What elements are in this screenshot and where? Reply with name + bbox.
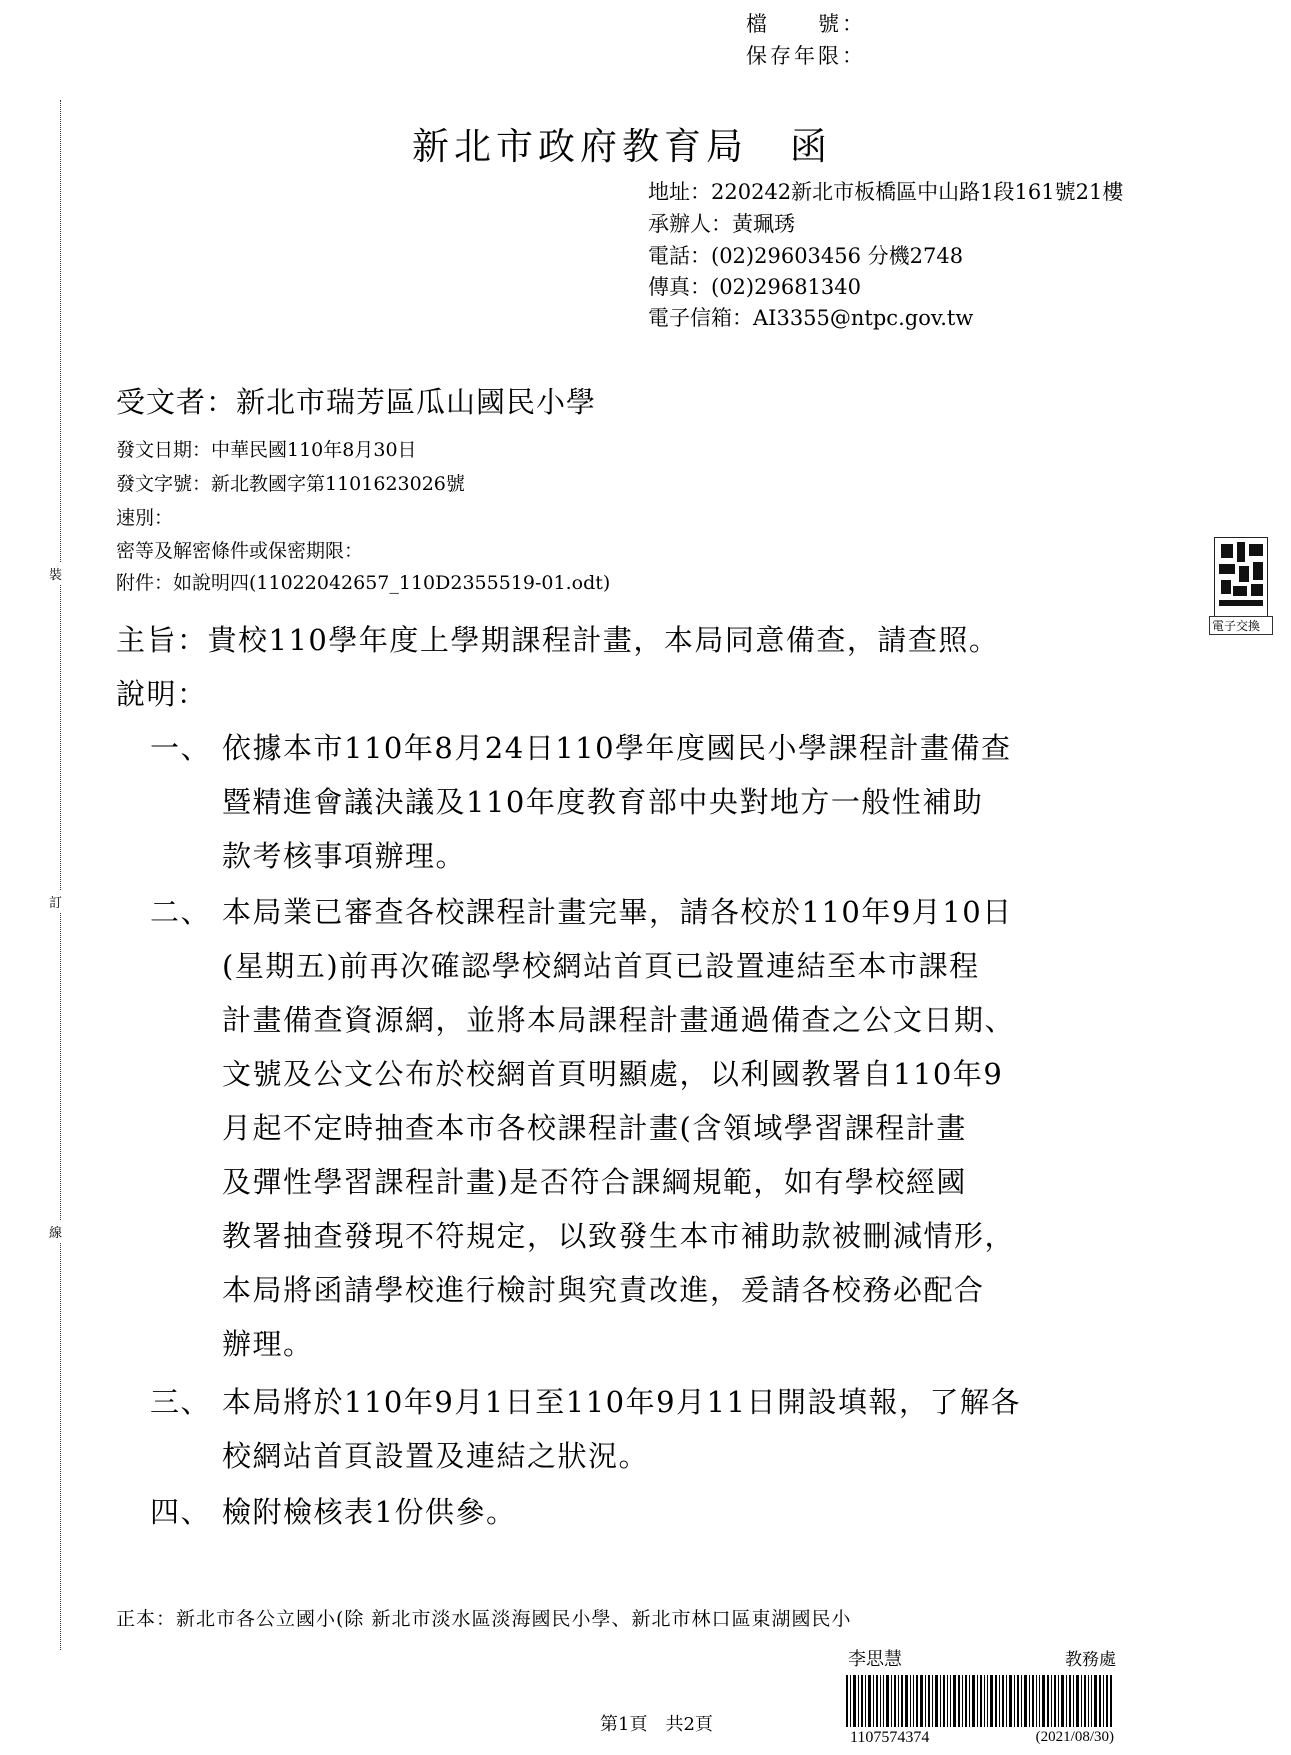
receipt-date: (2021/08/30) — [1035, 1729, 1114, 1745]
item-2-line-5: 月起不定時抽查本市各校課程計畫(含領域學習課程計畫 — [222, 1111, 967, 1145]
item-1-line-3: 款考核事項辦理。 — [222, 839, 467, 873]
item-4-line-1: 檢附檢核表1份供參。 — [222, 1495, 517, 1529]
binding-mark-zhuang: 裝 — [49, 562, 62, 585]
receiver-name: 李思慧 — [848, 1649, 902, 1670]
contact-handler: 承辦人：黃珮琇 — [648, 212, 795, 236]
item-2-line-3: 計畫備查資源網，並將本局課程計畫通過備查之公文日期、 — [222, 1003, 1016, 1037]
item-1-marker: 一、 — [150, 731, 212, 765]
item-3-line-1: 本局將於110年9月1日至110年9月11日開設填報，了解各 — [222, 1385, 1021, 1419]
secrecy-level: 密等及解密條件或保密期限： — [116, 540, 364, 562]
issue-date: 發文日期：中華民國110年8月30日 — [116, 439, 417, 461]
item-2-line-9: 辦理。 — [222, 1327, 314, 1361]
receiver-department: 教務處 — [1065, 1650, 1116, 1670]
item-2-line-8: 本局將函請學校進行檢討與究責改進，爰請各校務必配合 — [222, 1273, 985, 1307]
item-1-line-2: 暨精進會議決議及110年度教育部中央對地方一般性補助 — [222, 785, 984, 819]
contact-email: 電子信箱：AI3355@ntpc.gov.tw — [648, 306, 974, 330]
item-3-line-2: 校網站首頁設置及連結之狀況。 — [222, 1439, 650, 1473]
recipient: 受文者：新北市瑞芳區瓜山國民小學 — [116, 385, 597, 419]
contact-fax: 傳真：(02)29681340 — [648, 275, 861, 299]
item-4-marker: 四、 — [150, 1495, 212, 1529]
item-2-line-7: 教署抽查發現不符規定，以致發生本市補助款被刪減情形， — [222, 1219, 1016, 1253]
receipt-number: 1107574374 — [850, 1729, 930, 1746]
file-number-label: 檔 號： — [746, 12, 866, 36]
binding-mark-xian: 線 — [49, 1220, 62, 1243]
stamp-label: 電子交換 — [1209, 616, 1273, 635]
attachment: 附件：如說明四(11022042657_110D2355519-01.odt) — [116, 572, 611, 594]
copy-to-line: 正本：新北市各公立國小(除 新北市淡水區淡海國民小學、新北市林口區東湖國民小 — [116, 1608, 852, 1630]
receipt-barcode-box — [840, 1645, 1120, 1749]
item-2-marker: 二、 — [150, 895, 212, 929]
document-title: 新北市政府教育局 函 — [412, 125, 832, 168]
barcode-icon — [846, 1675, 1112, 1727]
explanation-label: 說明： — [116, 677, 208, 711]
retention-period-label: 保存年限： — [746, 44, 866, 68]
electronic-exchange-stamp — [1214, 537, 1268, 625]
speed-class: 速別： — [116, 507, 174, 529]
item-1-line-1: 依據本市110年8月24日110學年度國民小學課程計畫備查 — [222, 731, 1012, 765]
binding-line — [60, 100, 61, 1650]
contact-phone: 電話：(02)29603456 分機2748 — [648, 244, 964, 268]
binding-mark-ding: 訂 — [49, 890, 62, 913]
document-number: 發文字號：新北教國字第1101623026號 — [116, 473, 465, 495]
item-2-line-6: 及彈性學習課程計畫)是否符合課綱規範，如有學校經國 — [222, 1165, 967, 1199]
item-2-line-2: (星期五)前再次確認學校網站首頁已設置連結至本市課程 — [222, 949, 980, 983]
item-3-marker: 三、 — [150, 1385, 212, 1419]
item-2-line-4: 文號及公文公布於校網首頁明顯處，以利國教署自110年9 — [222, 1057, 1004, 1091]
page-number: 第1頁 共2頁 — [600, 1714, 713, 1735]
contact-address: 地址：220242新北市板橋區中山路1段161號21樓 — [648, 180, 1124, 204]
subject: 主旨：貴校110學年度上學期課程計畫，本局同意備查，請查照。 — [116, 623, 1000, 657]
item-2-line-1: 本局業已審查各校課程計畫完畢，請各校於110年9月10日 — [222, 895, 1013, 929]
